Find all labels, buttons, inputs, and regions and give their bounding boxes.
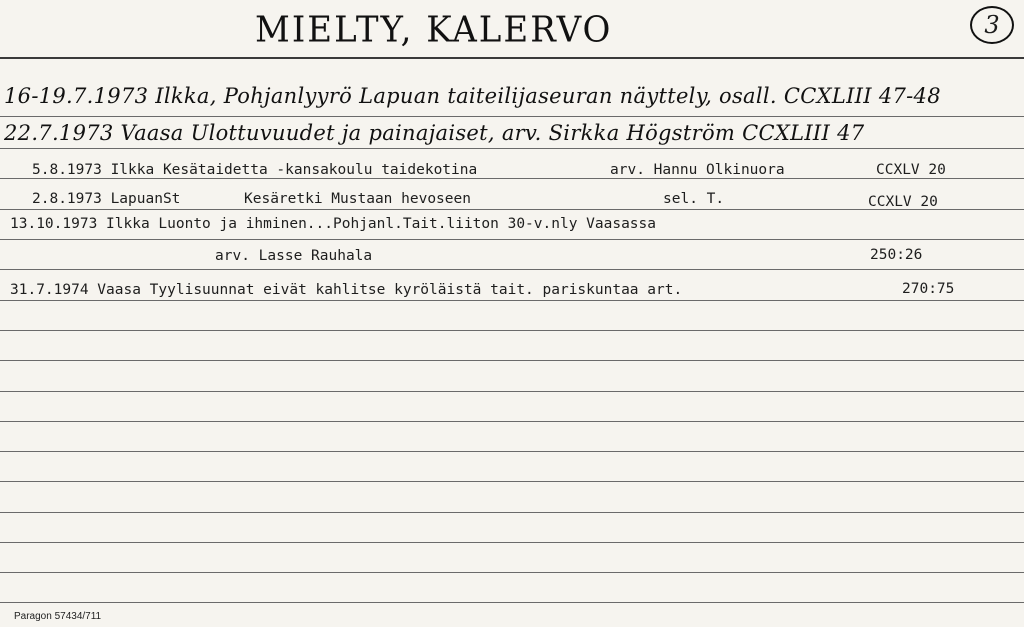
typed-entry-2-title: Kesäretki Mustaan hevoseen (244, 191, 471, 207)
rule-line (0, 481, 1024, 482)
rule-line (0, 602, 1024, 603)
typed-entry-2-note: sel. T. (663, 191, 725, 207)
handwritten-entry-1: 16-19.7.1973 Ilkka, Pohjanlyyrö Lapuan taiteilijaseuran näyttely, osall. CCXLIII 47-48 (4, 84, 941, 108)
typed-entry-5-ref: 270:75 (902, 281, 955, 297)
typed-entry-1-ref: CCXLV 20 (876, 162, 946, 178)
card-title: MIELTY, KALERVO (255, 9, 613, 51)
typed-entry-3: 13.10.1973 Ilkka Luonto ja ihminen...Pohjanl.Tait.liiton 30-v.nly Vaasassa (10, 216, 657, 232)
rule-line (0, 300, 1024, 301)
rule-line (0, 116, 1024, 117)
rule-line (0, 391, 1024, 392)
rule-line (0, 421, 1024, 422)
typed-entry-5: 31.7.1974 Vaasa Tyylisuunnat eivät kahlitse kyröläistä tait. pariskuntaa art. (10, 282, 683, 298)
rule-line (0, 572, 1024, 573)
card-footer: Paragon 57434/711 (14, 611, 102, 622)
rule-line (0, 178, 1024, 179)
typed-entry-1-reviewer: arv. Hannu Olkinuora (610, 162, 785, 178)
rule-line (0, 451, 1024, 452)
handwritten-entry-2: 22.7.1973 Vaasa Ulottuvuudet ja painajaiset, arv. Sirkka Högström CCXLIII 47 (4, 121, 865, 145)
typed-entry-4-reviewer: arv. Lasse Rauhala (215, 248, 373, 264)
typed-entry-4-ref: 250:26 (870, 247, 923, 263)
typed-entry-1: 5.8.1973 Ilkka Kesätaidetta -kansakoulu taidekotina (32, 162, 478, 178)
card-number: 3 (970, 6, 1014, 44)
rule-line (0, 148, 1024, 149)
rule-line (0, 512, 1024, 513)
rule-line (0, 360, 1024, 361)
typed-entry-2-ref: CCXLV 20 (868, 194, 938, 210)
rule-line (0, 330, 1024, 331)
rule-line (0, 239, 1024, 240)
rule-line (0, 542, 1024, 543)
typed-entry-2: 2.8.1973 LapuanSt (32, 191, 181, 207)
rule-line (0, 269, 1024, 270)
rule-line (0, 57, 1024, 59)
